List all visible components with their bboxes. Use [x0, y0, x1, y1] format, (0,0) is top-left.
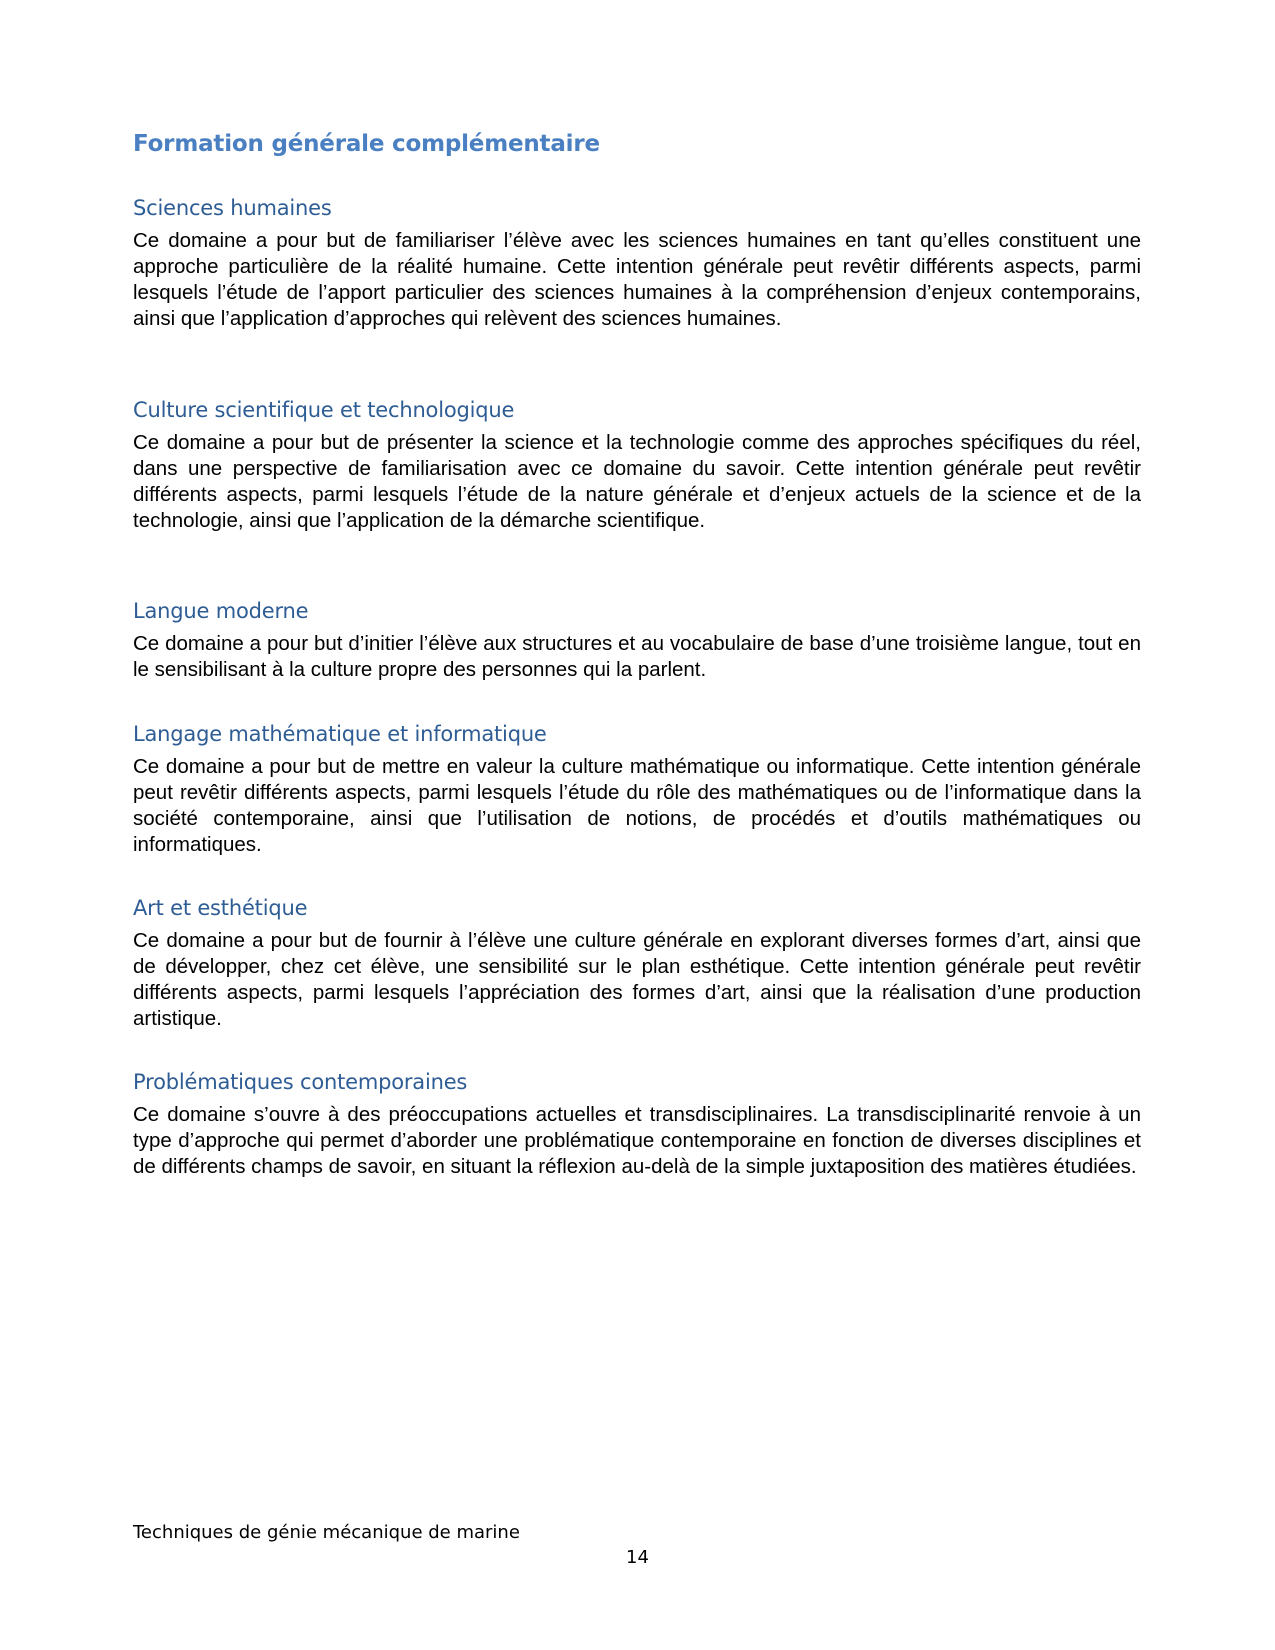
section-paragraph: Ce domaine a pour but de familiariser l’élève avec les sciences humaines en tant qu’elles constituent une approche particulière de la réalité humaine. Cette intention générale peut revêtir différents aspects, parmi lesquels l’étude de l’apport particulier des sciences humaines à la compréhension d’enjeux contemporains, ainsi que l’application d’approches qui relèvent des sciences humaines.: [133, 229, 1141, 330]
section-problematiques: [133, 1066, 1141, 1180]
section-art-esthetique: [133, 892, 1141, 1032]
section-paragraph: Ce domaine a pour but de mettre en valeur la culture mathématique ou informatique. Cette intention générale peut revêtir différents aspects, parmi lesquels l’étude du rôle des mathématiques ou de l’informatique dans la société contemporaine, ainsi que l’utilisation de notions, de procédés et d’outils mathématiques ou informatiques.: [133, 755, 1141, 856]
section-langue-moderne: [133, 595, 1141, 683]
section-heading: Langue moderne: [133, 599, 309, 623]
section-heading: Sciences humaines: [133, 196, 332, 220]
section-sciences-humaines: [133, 192, 1141, 332]
section-paragraph: Ce domaine s’ouvre à des préoccupations actuelles et transdisciplinaires. La transdisciplinarité renvoie à un type d’approche qui permet d’aborder une problématique contemporaine en fonction de diverses disciplines et de différents champs de savoir, en situant la réflexion au-delà de la simple juxtaposition des matières étudiées.: [133, 1103, 1141, 1178]
page-title: Formation générale complémentaire: [133, 131, 600, 157]
section-culture-scientifique: [133, 394, 1141, 534]
section-paragraph: Ce domaine a pour but d’initier l’élève aux structures et au vocabulaire de base d’une troisième langue, tout en le sensibilisant à la culture propre des personnes qui la parlent.: [133, 632, 1141, 681]
section-paragraph: Ce domaine a pour but de présenter la science et la technologie comme des approches spécifiques du réel, dans une perspective de familiarisation avec ce domaine du savoir. Cette intention générale peut revêtir différents aspects, parmi lesquels l’étude de la nature générale et d’enjeux actuels de la science et de la technologie, ainsi que l’application de la démarche scientifique.: [133, 431, 1141, 532]
section-heading: Problématiques contemporaines: [133, 1070, 468, 1094]
section-heading: Langage mathématique et informatique: [133, 722, 547, 746]
footer-page-number: 14: [626, 1547, 649, 1568]
page-content: [133, 128, 1141, 1178]
section-heading: Art et esthétique: [133, 896, 308, 920]
section-langage-mathematique: [133, 718, 1141, 858]
footer-document-name: Techniques de génie mécanique de marine: [133, 1522, 520, 1543]
section-paragraph: Ce domaine a pour but de fournir à l’élève une culture générale en explorant diverses formes d’art, ainsi que de développer, chez cet élève, une sensibilité sur le plan esthétique. Cette intention générale peut revêtir différents aspects, parmi lesquels l’appréciation des formes d’art, ainsi que la réalisation d’une production artistique.: [133, 929, 1141, 1030]
section-heading: Culture scientifique et technologique: [133, 398, 515, 422]
